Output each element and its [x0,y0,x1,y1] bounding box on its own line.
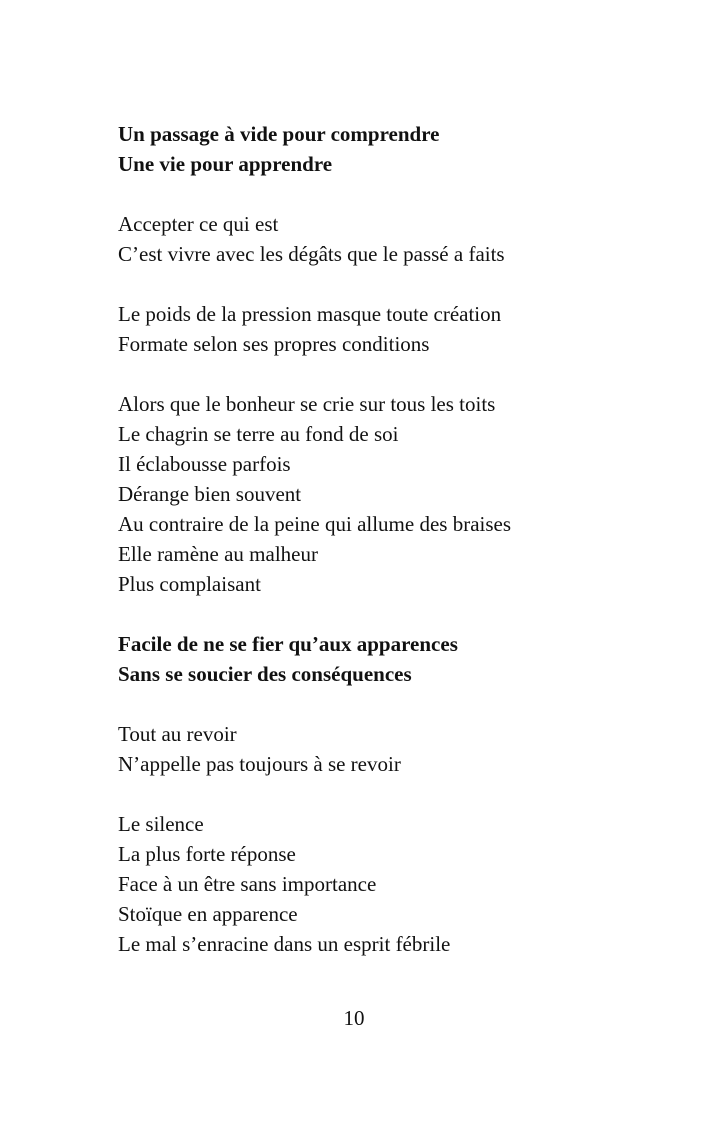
poem-body [118,119,658,989]
stanza [118,629,658,689]
stanza [118,389,658,599]
poem-line: Le mal s’enracine dans un esprit fébrile [118,932,451,956]
poem-line: La plus forte réponse [118,842,296,866]
poem-line: Un passage à vide pour comprendre [118,122,440,146]
poem-line: Alors que le bonheur se crie sur tous les toits [118,392,496,416]
poem-line: Dérange bien souvent [118,482,302,506]
stanza [118,299,658,359]
stanza [118,719,658,779]
poem-line: Stoïque en apparence [118,902,298,926]
stanza [118,209,658,269]
poem-line: C’est vivre avec les dégâts que le passé a faits [118,242,505,266]
poem-line: Au contraire de la peine qui allume des braises [118,512,512,536]
poem-line: N’appelle pas toujours à se revoir [118,752,401,776]
poem-line: Sans se soucier des conséquences [118,662,412,686]
poem-line: Plus complaisant [118,572,261,596]
stanza [118,119,658,179]
poem-line: Le poids de la pression masque toute création [118,302,502,326]
page-number: 10 [343,1006,365,1030]
poem-line: Le chagrin se terre au fond de soi [118,422,399,446]
poem-line: Facile de ne se fier qu’aux apparences [118,632,458,656]
poem-line: Une vie pour apprendre [118,152,333,176]
poem-line: Tout au revoir [118,722,237,746]
poem-line: Face à un être sans importance [118,872,377,896]
stanza [118,809,658,959]
poem-line: Elle ramène au malheur [118,542,318,566]
poem-line: Accepter ce qui est [118,212,279,236]
poem-line: Formate selon ses propres conditions [118,332,430,356]
poem-line: Le silence [118,812,204,836]
poem-line: Il éclabousse parfois [118,452,291,476]
